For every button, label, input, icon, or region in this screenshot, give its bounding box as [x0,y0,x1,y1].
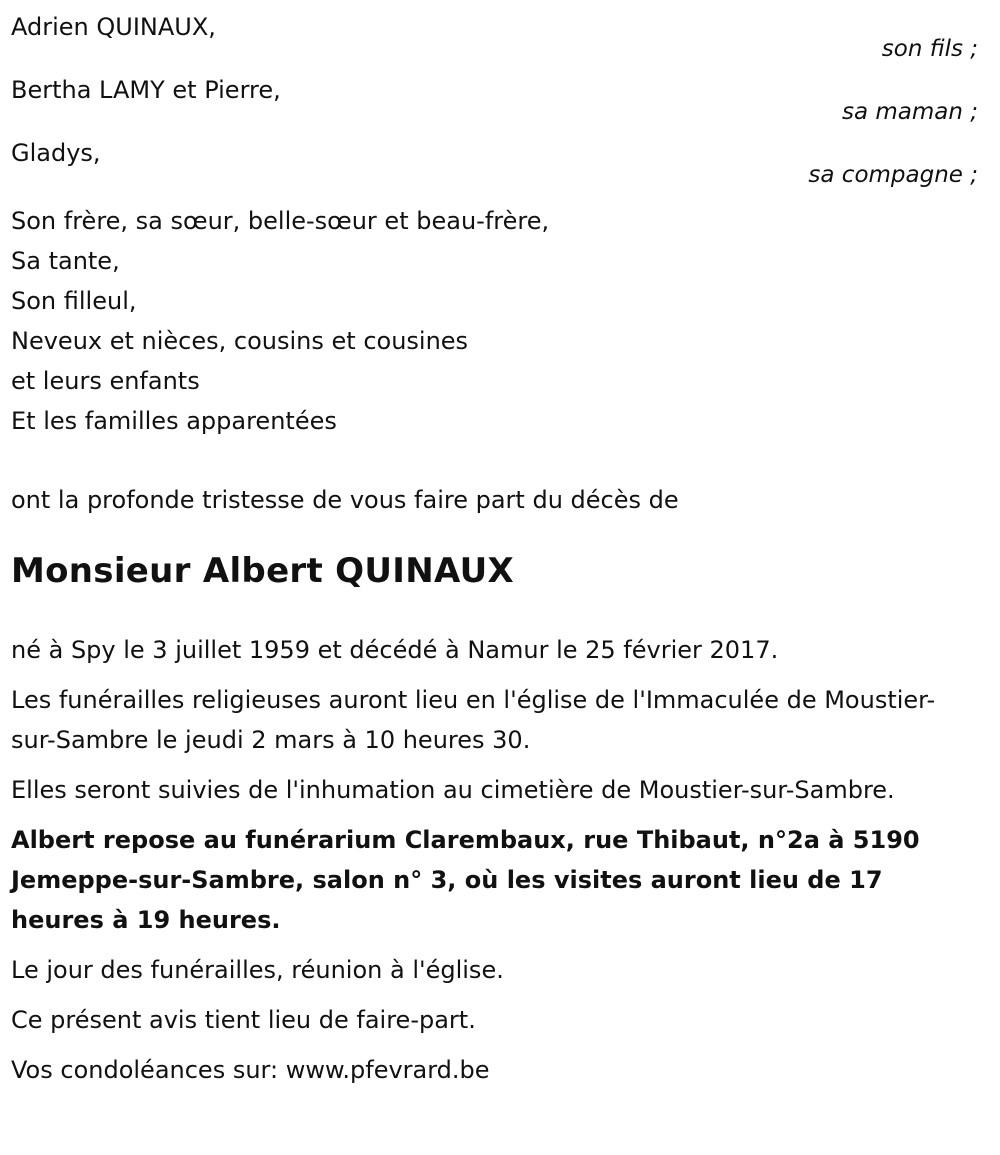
mourner-relation: sa compagne ; [808,162,978,188]
mourner-partner [11,136,978,199]
condolences-info: Vos condoléances sur: www.pfevrard.be [11,1056,490,1084]
family-line: Et les familles apparentées [11,407,337,435]
deceased-name: Monsieur Albert QUINAUX [11,551,514,591]
funeral-info: Les funérailles religieuses auront lieu en l'église de l'Immaculée de Moustier-sur-Sambre le jeudi 2 mars à 10 heures 30. [11,686,936,754]
birth-death-info: né à Spy le 3 juillet 1959 et décédé à Namur le 25 février 2017. [11,636,779,664]
notice-info: Ce présent avis tient lieu de faire-part. [11,1006,476,1034]
mourner-relation: sa maman ; [841,99,978,125]
meeting-info: Le jour des funérailles, réunion à l'église. [11,956,504,984]
announcement-text: ont la profonde tristesse de vous faire part du décès de [11,486,679,514]
mourner-name: Adrien QUINAUX, [11,13,216,41]
burial-info: Elles seront suivies de l'inhumation au cimetière de Moustier-sur-Sambre. [11,776,895,804]
mourner-mother [11,73,978,136]
mourner-name: Gladys, [11,139,101,167]
family-line: Sa tante, [11,247,120,275]
family-line: Son filleul, [11,287,137,315]
mourner-relation: son fils ; [881,36,978,62]
mourner-name: Bertha LAMY et Pierre, [11,76,281,104]
funeral-details [11,630,978,1090]
visitation-info: Albert repose au funérarium Clarembaux, rue Thibaut, n°2a à 5190 Jemeppe-sur-Sambre, salon n° 3, où les visites auront lieu de 17 heures à 19 heures. [11,826,920,934]
family-line: Son frère, sa sœur, belle-sœur et beau-frère, [11,207,550,235]
family-line: Neveux et nièces, cousins et cousines [11,327,469,355]
family-line: et leurs enfants [11,367,200,395]
mourner-son [11,10,978,73]
family-list [11,201,978,441]
